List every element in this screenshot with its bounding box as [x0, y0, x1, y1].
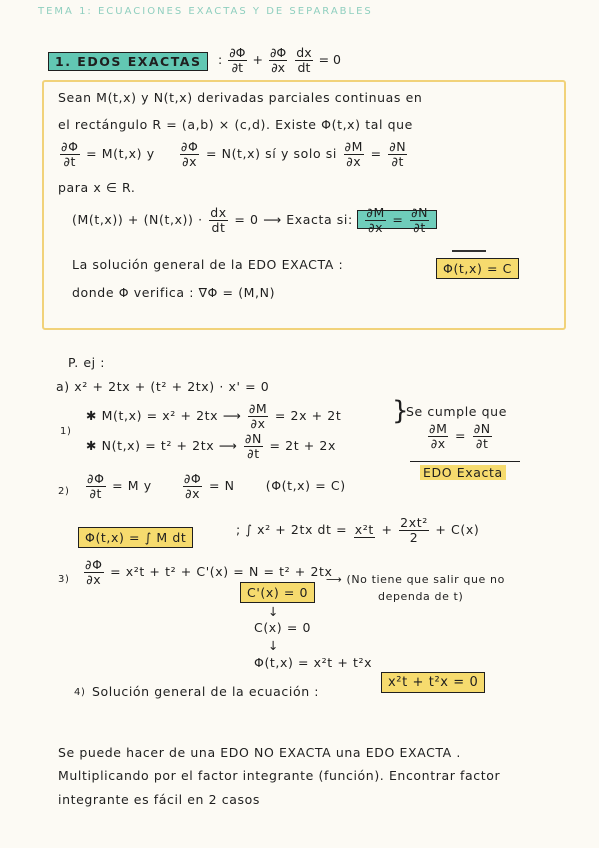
def-line-4: para x ∈ R.: [58, 180, 136, 195]
step-1-number: 1): [60, 426, 72, 437]
step-1-row-1: ✱ M(t,x) = x² + 2tx ⟶ $\frac{\partial M}{\partial x}$ = 2x + 2t: [86, 401, 342, 431]
footer-line-3: integrante es fácil en 2 casos: [58, 792, 260, 807]
section-equation: : $\frac{\partial\Phi}{\partial t}$ + $\frac{\partial\Phi}{\partial x}$ $\frac{dx}{dt}$ = 0: [218, 45, 341, 75]
def-line-7: donde Φ verifica : ∇Φ = (M,N): [72, 285, 276, 300]
phi-integral-box: Φ(t,x) = ∫ M dt: [78, 527, 193, 548]
general-solution-box: Φ(t,x) = C: [436, 258, 519, 279]
footer-line-1: Se puede hacer de una EDO NO EXACTA una EDO EXACTA .: [58, 745, 461, 760]
def-line-6: La solución general de la EDO EXACTA :: [72, 257, 344, 272]
arrow-down-icon: ↓: [268, 638, 280, 653]
final-solution-box: x²t + t²x = 0: [381, 672, 485, 693]
section-title: 1. EDOS EXACTAS: [48, 52, 208, 71]
step-1-equality: $\frac{\partial M}{\partial x}$ = $\frac{\partial N}{\partial t}$: [429, 421, 491, 451]
step-3-number: 3): [58, 574, 70, 585]
integral-result: ; ∫ x² + 2tx dt = x²t + $\frac{\text{2xt²}}{2}$ + C(x): [236, 515, 480, 545]
step-3-note-2: dependa de t): [378, 590, 464, 603]
step-3-row: $\frac{\partial\Phi}{\partial x}$ = x²t + t² + C'(x) = N = t² + 2tx: [85, 557, 333, 587]
def-line-1: Sean M(t,x) y N(t,x) derivadas parciales continuas en: [58, 90, 423, 105]
c-of-x: C(x) = 0: [254, 620, 312, 635]
def-line-3: $\frac{\partial\Phi}{\partial t}$ = M(t,x) y $\frac{\partial\Phi}{\partial x}$ = N(t,x) sí y solo si $\frac{\partial M}{\partial x}$ = $\frac{\partial N}{\partial t}$: [61, 139, 407, 169]
step-4-text: Solución general de la ecuación :: [92, 684, 320, 699]
step-4-number: 4): [74, 687, 86, 698]
step-2-number: 2): [58, 486, 70, 497]
step-1-conclusion: EDO Exacta: [420, 465, 506, 480]
phi-result: Φ(t,x) = x²t + t²x: [254, 655, 373, 670]
underline: [410, 461, 520, 462]
brace: }: [392, 396, 409, 426]
step-2-row: $\frac{\partial\Phi}{\partial t}$ = M y $\frac{\partial\Phi}{\partial x}$ = N (Φ(t,x) = C): [87, 471, 346, 501]
step-3-note-1: ⟶ (No tiene que salir que no: [326, 573, 505, 586]
c-prime-box: C'(x) = 0: [240, 582, 315, 603]
page-header: TEMA 1: ECUACIONES EXACTAS Y DE SEPARABLES: [38, 6, 373, 17]
footer-line-2: Multiplicando por el factor integrante (función). Encontrar factor: [58, 768, 501, 783]
example-label: P. ej :: [68, 355, 106, 370]
def-line-5: (M(t,x)) + (N(t,x)) · $\frac{dx}{dt}$ = 0 ⟶ Exacta si: $\frac{\partial M}{\partial x}$ = $\frac{\partial N}{\partial t}$: [72, 206, 437, 235]
exactness-condition: $\frac{\partial M}{\partial x}$ = $\frac{\partial N}{\partial t}$: [357, 210, 437, 229]
example-equation: a) x² + 2tx + (t² + 2tx) · x' = 0: [56, 379, 270, 394]
step-1-row-2: ✱ N(t,x) = t² + 2tx ⟶ $\frac{\partial N}{\partial t}$ = 2t + 2x: [86, 431, 336, 461]
arrow-down-icon: ↓: [268, 604, 280, 619]
def-line-2: el rectángulo R = (a,b) × (c,d). Existe Φ(t,x) tal que: [58, 117, 413, 132]
step-1-note: Se cumple que: [406, 404, 507, 419]
